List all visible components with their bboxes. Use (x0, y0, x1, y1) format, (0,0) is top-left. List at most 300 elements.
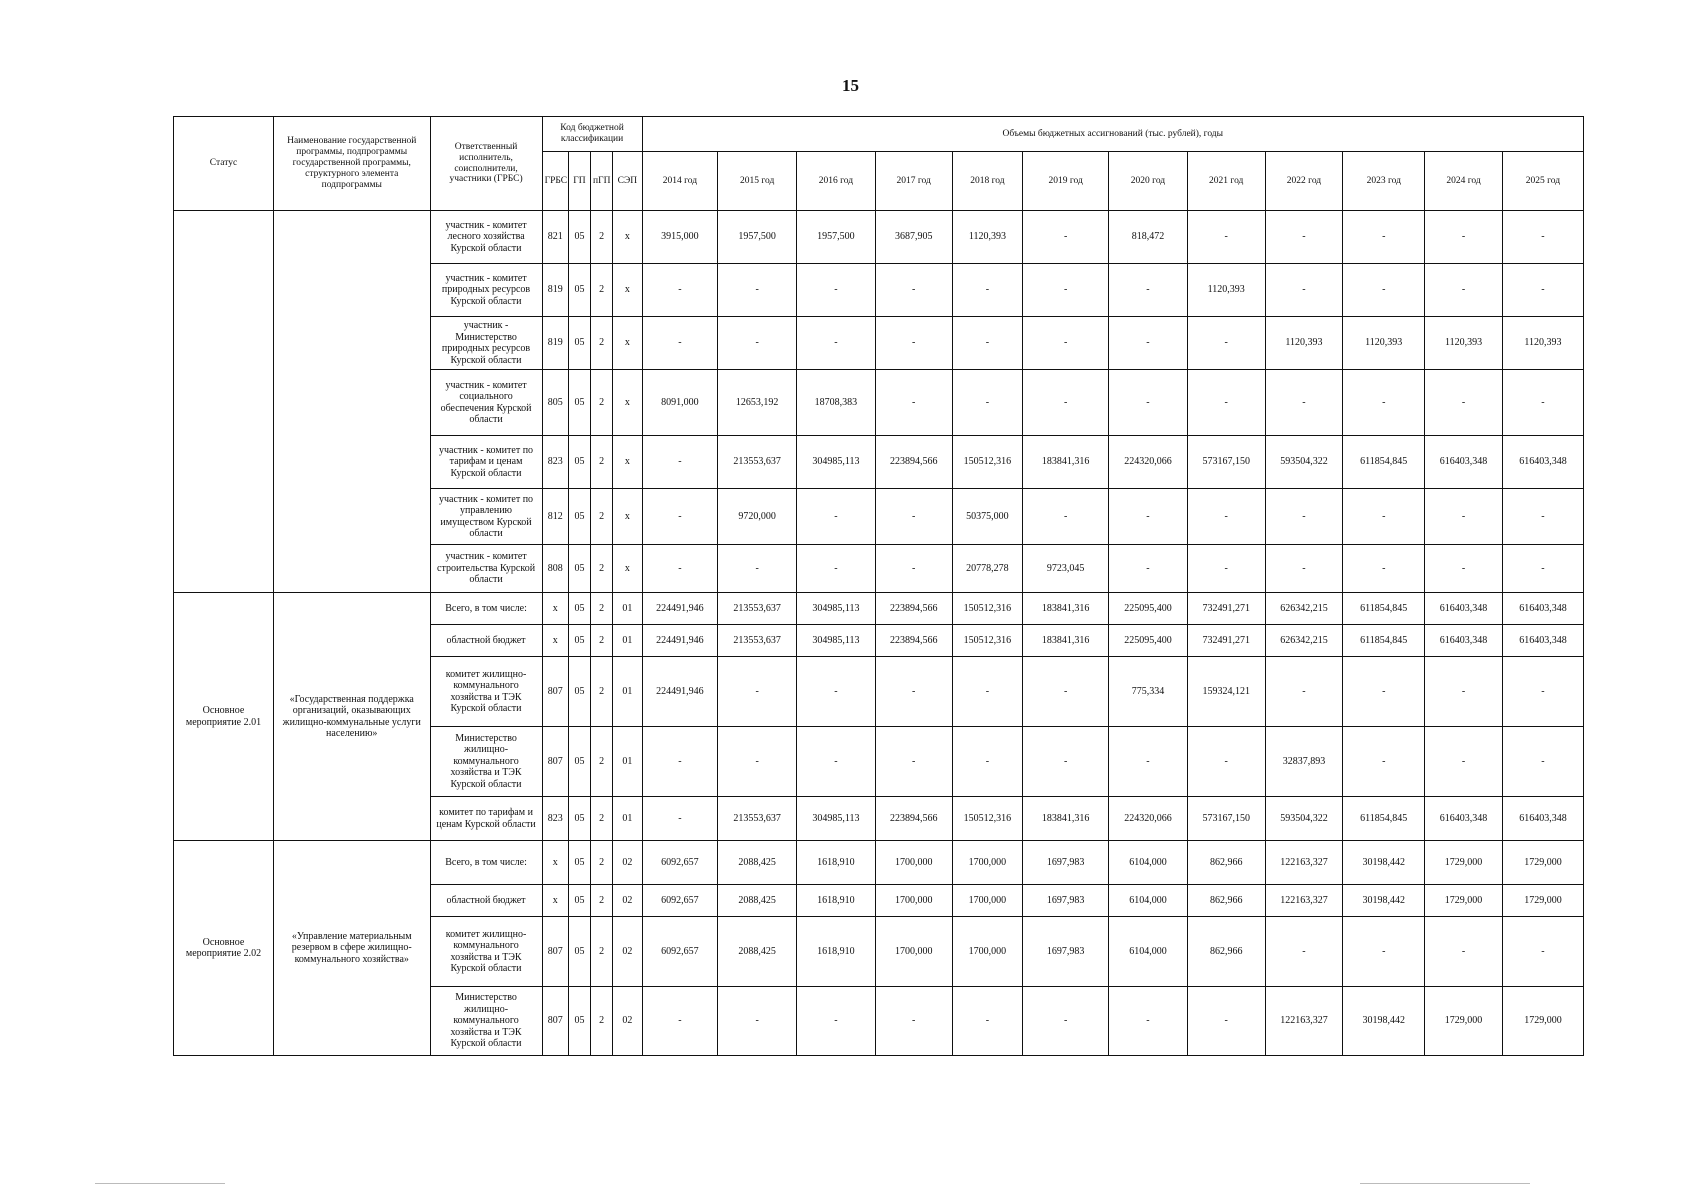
value-cell: - (797, 489, 876, 545)
code-cell: 01 (613, 657, 642, 727)
value-cell: 8091,000 (642, 370, 718, 436)
value-cell: - (1502, 917, 1583, 987)
value-cell: - (1343, 657, 1425, 727)
value-cell: 213553,637 (718, 797, 797, 841)
code-cell: 02 (613, 917, 642, 987)
value-cell: 183841,316 (1023, 436, 1109, 489)
value-cell: 9720,000 (718, 489, 797, 545)
value-cell: - (718, 727, 797, 797)
value-cell: 2088,425 (718, 885, 797, 917)
table-row (174, 841, 1584, 885)
program-name-cell: «Государственная поддержка организаций, оказывающих жилищно-коммунальные услуги населению» (273, 593, 430, 841)
value-cell: - (875, 317, 952, 370)
value-cell: 223894,566 (875, 436, 952, 489)
header-code-col: ГП (568, 152, 590, 211)
executor-cell: областной бюджет (430, 885, 542, 917)
value-cell: - (1023, 657, 1109, 727)
header-year-col: 2017 год (875, 152, 952, 211)
code-cell: 01 (613, 625, 642, 657)
value-cell: - (1265, 489, 1343, 545)
header-code-col: СЭП (613, 152, 642, 211)
code-cell: 02 (613, 987, 642, 1056)
executor-cell: участник - комитет лесного хозяйства Курской области (430, 211, 542, 264)
value-cell: 224491,946 (642, 593, 718, 625)
header-status: Статус (174, 117, 274, 211)
value-cell: - (875, 987, 952, 1056)
value-cell: - (1187, 317, 1265, 370)
value-cell: - (875, 727, 952, 797)
code-cell: x (613, 489, 642, 545)
value-cell: 1957,500 (718, 211, 797, 264)
value-cell: - (952, 370, 1023, 436)
value-cell: 616403,348 (1502, 625, 1583, 657)
code-cell: x (542, 841, 568, 885)
value-cell: 616403,348 (1425, 593, 1503, 625)
header-year-col: 2021 год (1187, 152, 1265, 211)
code-cell: 823 (542, 436, 568, 489)
value-cell: 626342,215 (1265, 625, 1343, 657)
executor-cell: комитет жилищно-коммунального хозяйства и ТЭК Курской области (430, 657, 542, 727)
code-cell: 05 (568, 264, 590, 317)
value-cell: - (1425, 370, 1503, 436)
value-cell: - (1187, 489, 1265, 545)
executor-cell: комитет жилищно-коммунального хозяйства и ТЭК Курской области (430, 917, 542, 987)
value-cell: 1729,000 (1425, 885, 1503, 917)
value-cell: - (1425, 727, 1503, 797)
code-cell: 807 (542, 727, 568, 797)
code-cell: 2 (591, 264, 613, 317)
code-cell: 823 (542, 797, 568, 841)
code-cell: 2 (591, 489, 613, 545)
value-cell: 223894,566 (875, 593, 952, 625)
code-cell: 05 (568, 797, 590, 841)
value-cell: 818,472 (1109, 211, 1188, 264)
value-cell: 1729,000 (1425, 841, 1503, 885)
value-cell: 611854,845 (1343, 797, 1425, 841)
value-cell: 304985,113 (797, 797, 876, 841)
value-cell: - (718, 317, 797, 370)
value-cell: 12653,192 (718, 370, 797, 436)
value-cell: 6104,000 (1109, 917, 1188, 987)
code-cell: x (542, 885, 568, 917)
value-cell: 150512,316 (952, 797, 1023, 841)
value-cell: 626342,215 (1265, 593, 1343, 625)
value-cell: 6092,657 (642, 841, 718, 885)
table-header (174, 117, 1584, 211)
value-cell: 122163,327 (1265, 987, 1343, 1056)
header-year-col: 2018 год (952, 152, 1023, 211)
value-cell: 1729,000 (1502, 987, 1583, 1056)
header-code-col: ГРБС (542, 152, 568, 211)
value-cell: 223894,566 (875, 797, 952, 841)
value-cell: 1618,910 (797, 885, 876, 917)
value-cell: 1120,393 (1187, 264, 1265, 317)
value-cell: 1120,393 (1265, 317, 1343, 370)
value-cell: - (797, 987, 876, 1056)
executor-cell: участник - комитет строительства Курской области (430, 545, 542, 593)
value-cell: 616403,348 (1502, 797, 1583, 841)
code-cell: 2 (591, 917, 613, 987)
value-cell: - (875, 545, 952, 593)
status-cell: Основное мероприятие 2.01 (174, 593, 274, 841)
value-cell: - (718, 657, 797, 727)
table-row (174, 593, 1584, 625)
code-cell: 02 (613, 885, 642, 917)
value-cell: 611854,845 (1343, 593, 1425, 625)
value-cell: - (1502, 545, 1583, 593)
value-cell: 183841,316 (1023, 625, 1109, 657)
table-row (174, 211, 1584, 264)
value-cell: - (1023, 317, 1109, 370)
value-cell: - (1023, 264, 1109, 317)
value-cell: 862,966 (1187, 917, 1265, 987)
value-cell: 6104,000 (1109, 885, 1188, 917)
value-cell: 1120,393 (1502, 317, 1583, 370)
table-body (174, 211, 1584, 1056)
value-cell: 224491,946 (642, 625, 718, 657)
value-cell: 1729,000 (1425, 987, 1503, 1056)
value-cell: - (1109, 727, 1188, 797)
value-cell: - (718, 264, 797, 317)
value-cell: 30198,442 (1343, 885, 1425, 917)
value-cell: 573167,150 (1187, 436, 1265, 489)
value-cell: 213553,637 (718, 436, 797, 489)
value-cell: - (952, 657, 1023, 727)
value-cell: 223894,566 (875, 625, 952, 657)
value-cell: 213553,637 (718, 593, 797, 625)
code-cell: 2 (591, 593, 613, 625)
value-cell: 2088,425 (718, 917, 797, 987)
scan-artifact-line (95, 1183, 225, 1184)
value-cell: - (1343, 489, 1425, 545)
executor-cell: Всего, в том числе: (430, 841, 542, 885)
value-cell: - (1343, 211, 1425, 264)
value-cell: 1700,000 (875, 885, 952, 917)
value-cell: - (1265, 545, 1343, 593)
value-cell: 304985,113 (797, 593, 876, 625)
value-cell: 1700,000 (875, 917, 952, 987)
value-cell: 2088,425 (718, 841, 797, 885)
value-cell: - (642, 797, 718, 841)
value-cell: - (1023, 211, 1109, 264)
program-name-cell (273, 211, 430, 593)
code-cell: 05 (568, 317, 590, 370)
code-cell: 821 (542, 211, 568, 264)
code-cell: 05 (568, 987, 590, 1056)
code-cell: 812 (542, 489, 568, 545)
value-cell: 183841,316 (1023, 593, 1109, 625)
value-cell: - (875, 657, 952, 727)
budget-table (173, 116, 1584, 1056)
header-year-col: 2020 год (1109, 152, 1188, 211)
executor-cell: комитет по тарифам и ценам Курской области (430, 797, 542, 841)
value-cell: - (1502, 489, 1583, 545)
value-cell: - (1343, 727, 1425, 797)
value-cell: 30198,442 (1343, 987, 1425, 1056)
value-cell: - (1425, 264, 1503, 317)
header-year-col: 2023 год (1343, 152, 1425, 211)
value-cell: 1700,000 (952, 885, 1023, 917)
value-cell: 18708,383 (797, 370, 876, 436)
code-cell: 05 (568, 727, 590, 797)
header-code-col: пГП (591, 152, 613, 211)
code-cell: 02 (613, 841, 642, 885)
value-cell: - (1109, 545, 1188, 593)
value-cell: - (1109, 317, 1188, 370)
header-year-col: 2019 год (1023, 152, 1109, 211)
code-cell: 807 (542, 917, 568, 987)
value-cell: - (1425, 917, 1503, 987)
value-cell: - (1023, 489, 1109, 545)
value-cell: - (1502, 370, 1583, 436)
value-cell: 224491,946 (642, 657, 718, 727)
code-cell: 2 (591, 657, 613, 727)
value-cell: 1120,393 (952, 211, 1023, 264)
code-cell: 808 (542, 545, 568, 593)
value-cell: - (797, 264, 876, 317)
code-cell: 05 (568, 917, 590, 987)
value-cell: 593504,322 (1265, 436, 1343, 489)
code-cell: 05 (568, 489, 590, 545)
code-cell: 05 (568, 625, 590, 657)
value-cell: 225095,400 (1109, 593, 1188, 625)
value-cell: 1697,983 (1023, 841, 1109, 885)
header-program-name: Наименование государственной программы, подпрограммы государственной программы, структурного элемента подпрограммы (273, 117, 430, 211)
value-cell: - (875, 489, 952, 545)
value-cell: - (1187, 211, 1265, 264)
header-year-col: 2014 год (642, 152, 718, 211)
value-cell: 6092,657 (642, 885, 718, 917)
value-cell: 1120,393 (1425, 317, 1503, 370)
code-cell: 05 (568, 370, 590, 436)
value-cell: - (1425, 489, 1503, 545)
value-cell: 1697,983 (1023, 885, 1109, 917)
value-cell: 732491,271 (1187, 625, 1265, 657)
value-cell: 150512,316 (952, 593, 1023, 625)
value-cell: - (875, 264, 952, 317)
executor-cell: Министерство жилищно-коммунального хозяйства и ТЭК Курской области (430, 987, 542, 1056)
value-cell: 1957,500 (797, 211, 876, 264)
value-cell: 225095,400 (1109, 625, 1188, 657)
value-cell: - (1343, 545, 1425, 593)
value-cell: - (1265, 264, 1343, 317)
value-cell: 616403,348 (1425, 625, 1503, 657)
value-cell: - (1109, 987, 1188, 1056)
value-cell: 1700,000 (875, 841, 952, 885)
code-cell: 807 (542, 987, 568, 1056)
value-cell: 616403,348 (1502, 593, 1583, 625)
page-number: 15 (842, 76, 859, 95)
code-cell: 2 (591, 211, 613, 264)
header-year-col: 2022 год (1265, 152, 1343, 211)
header-budget-volumes: Объемы бюджетных ассигнований (тыс. рублей), годы (642, 117, 1583, 152)
value-cell: 159324,121 (1187, 657, 1265, 727)
value-cell: - (1343, 370, 1425, 436)
value-cell: - (1425, 657, 1503, 727)
value-cell: - (1187, 987, 1265, 1056)
value-cell: 213553,637 (718, 625, 797, 657)
value-cell: 6104,000 (1109, 841, 1188, 885)
code-cell: 2 (591, 987, 613, 1056)
value-cell: - (1109, 264, 1188, 317)
value-cell: - (797, 657, 876, 727)
code-cell: 2 (591, 841, 613, 885)
header-year-col: 2025 год (1502, 152, 1583, 211)
value-cell: - (642, 264, 718, 317)
value-cell: - (1187, 545, 1265, 593)
value-cell: - (1023, 987, 1109, 1056)
value-cell: - (642, 987, 718, 1056)
value-cell: 32837,893 (1265, 727, 1343, 797)
value-cell: 862,966 (1187, 841, 1265, 885)
value-cell: - (642, 489, 718, 545)
value-cell: - (952, 317, 1023, 370)
value-cell: - (1265, 370, 1343, 436)
value-cell: 732491,271 (1187, 593, 1265, 625)
value-cell: - (1265, 657, 1343, 727)
code-cell: 2 (591, 797, 613, 841)
value-cell: - (797, 545, 876, 593)
value-cell: - (642, 317, 718, 370)
value-cell: 1618,910 (797, 917, 876, 987)
code-cell: x (542, 593, 568, 625)
value-cell: 150512,316 (952, 625, 1023, 657)
budget-table-wrapper (173, 116, 1584, 1056)
value-cell: 616403,348 (1425, 436, 1503, 489)
code-cell: 2 (591, 436, 613, 489)
value-cell: 573167,150 (1187, 797, 1265, 841)
executor-cell: Министерство жилищно-коммунального хозяйства и ТЭК Курской области (430, 727, 542, 797)
code-cell: 819 (542, 264, 568, 317)
executor-cell: областной бюджет (430, 625, 542, 657)
code-cell: 2 (591, 885, 613, 917)
value-cell: - (642, 727, 718, 797)
value-cell: - (1187, 727, 1265, 797)
code-cell: 05 (568, 211, 590, 264)
value-cell: 224320,066 (1109, 797, 1188, 841)
executor-cell: участник - комитет социального обеспечения Курской области (430, 370, 542, 436)
header-year-col: 2024 год (1425, 152, 1503, 211)
value-cell: - (642, 545, 718, 593)
executor-cell: участник - комитет по управлению имуществом Курской области (430, 489, 542, 545)
code-cell: x (613, 211, 642, 264)
value-cell: - (952, 727, 1023, 797)
header-year-col: 2016 год (797, 152, 876, 211)
value-cell: - (1109, 489, 1188, 545)
value-cell: - (642, 436, 718, 489)
header-budget-code: Код бюджетной классификации (542, 117, 642, 152)
value-cell: - (718, 545, 797, 593)
value-cell: 1618,910 (797, 841, 876, 885)
value-cell: 1120,393 (1343, 317, 1425, 370)
code-cell: x (613, 317, 642, 370)
value-cell: - (1343, 917, 1425, 987)
value-cell: 6092,657 (642, 917, 718, 987)
executor-cell: участник - комитет природных ресурсов Курской области (430, 264, 542, 317)
value-cell: 183841,316 (1023, 797, 1109, 841)
value-cell: 224320,066 (1109, 436, 1188, 489)
value-cell: - (1265, 917, 1343, 987)
executor-cell: участник - Министерство природных ресурсов Курской области (430, 317, 542, 370)
code-cell: 01 (613, 593, 642, 625)
value-cell: 304985,113 (797, 436, 876, 489)
value-cell: 122163,327 (1265, 841, 1343, 885)
value-cell: - (1187, 370, 1265, 436)
value-cell: - (1023, 727, 1109, 797)
code-cell: 805 (542, 370, 568, 436)
header-executor: Ответственный исполнитель, соисполнители, участники (ГРБС) (430, 117, 542, 211)
code-cell: x (542, 625, 568, 657)
value-cell: 122163,327 (1265, 885, 1343, 917)
value-cell: 3915,000 (642, 211, 718, 264)
value-cell: - (1343, 264, 1425, 317)
code-cell: 807 (542, 657, 568, 727)
code-cell: 05 (568, 593, 590, 625)
value-cell: 3687,905 (875, 211, 952, 264)
status-cell: Основное мероприятие 2.02 (174, 841, 274, 1056)
code-cell: 2 (591, 370, 613, 436)
code-cell: x (613, 545, 642, 593)
value-cell: 593504,322 (1265, 797, 1343, 841)
value-cell: - (875, 370, 952, 436)
value-cell: 20778,278 (952, 545, 1023, 593)
value-cell: - (1425, 545, 1503, 593)
value-cell: 50375,000 (952, 489, 1023, 545)
status-cell (174, 211, 274, 593)
value-cell: 1700,000 (952, 841, 1023, 885)
value-cell: - (1502, 727, 1583, 797)
value-cell: 616403,348 (1502, 436, 1583, 489)
code-cell: 819 (542, 317, 568, 370)
value-cell: 616403,348 (1425, 797, 1503, 841)
code-cell: 2 (591, 727, 613, 797)
value-cell: 304985,113 (797, 625, 876, 657)
code-cell: x (613, 264, 642, 317)
code-cell: x (613, 370, 642, 436)
value-cell: - (797, 317, 876, 370)
code-cell: 05 (568, 545, 590, 593)
value-cell: - (952, 264, 1023, 317)
executor-cell: участник - комитет по тарифам и ценам Курской области (430, 436, 542, 489)
value-cell: - (1502, 264, 1583, 317)
code-cell: 05 (568, 657, 590, 727)
value-cell: - (1502, 211, 1583, 264)
value-cell: 611854,845 (1343, 625, 1425, 657)
code-cell: 2 (591, 625, 613, 657)
value-cell: 1729,000 (1502, 841, 1583, 885)
value-cell: - (1425, 211, 1503, 264)
program-name-cell: «Управление материальным резервом в сфере жилищно-коммунального хозяйства» (273, 841, 430, 1056)
value-cell: - (1023, 370, 1109, 436)
code-cell: 2 (591, 317, 613, 370)
scan-artifact-line (1360, 1183, 1530, 1184)
code-cell: x (613, 436, 642, 489)
value-cell: - (1109, 370, 1188, 436)
value-cell: 1700,000 (952, 917, 1023, 987)
value-cell: - (952, 987, 1023, 1056)
value-cell: 150512,316 (952, 436, 1023, 489)
code-cell: 01 (613, 797, 642, 841)
value-cell: 775,334 (1109, 657, 1188, 727)
executor-cell: Всего, в том числе: (430, 593, 542, 625)
value-cell: 862,966 (1187, 885, 1265, 917)
value-cell: - (1502, 657, 1583, 727)
code-cell: 05 (568, 841, 590, 885)
code-cell: 05 (568, 885, 590, 917)
value-cell: 1729,000 (1502, 885, 1583, 917)
value-cell: 1697,983 (1023, 917, 1109, 987)
code-cell: 01 (613, 727, 642, 797)
